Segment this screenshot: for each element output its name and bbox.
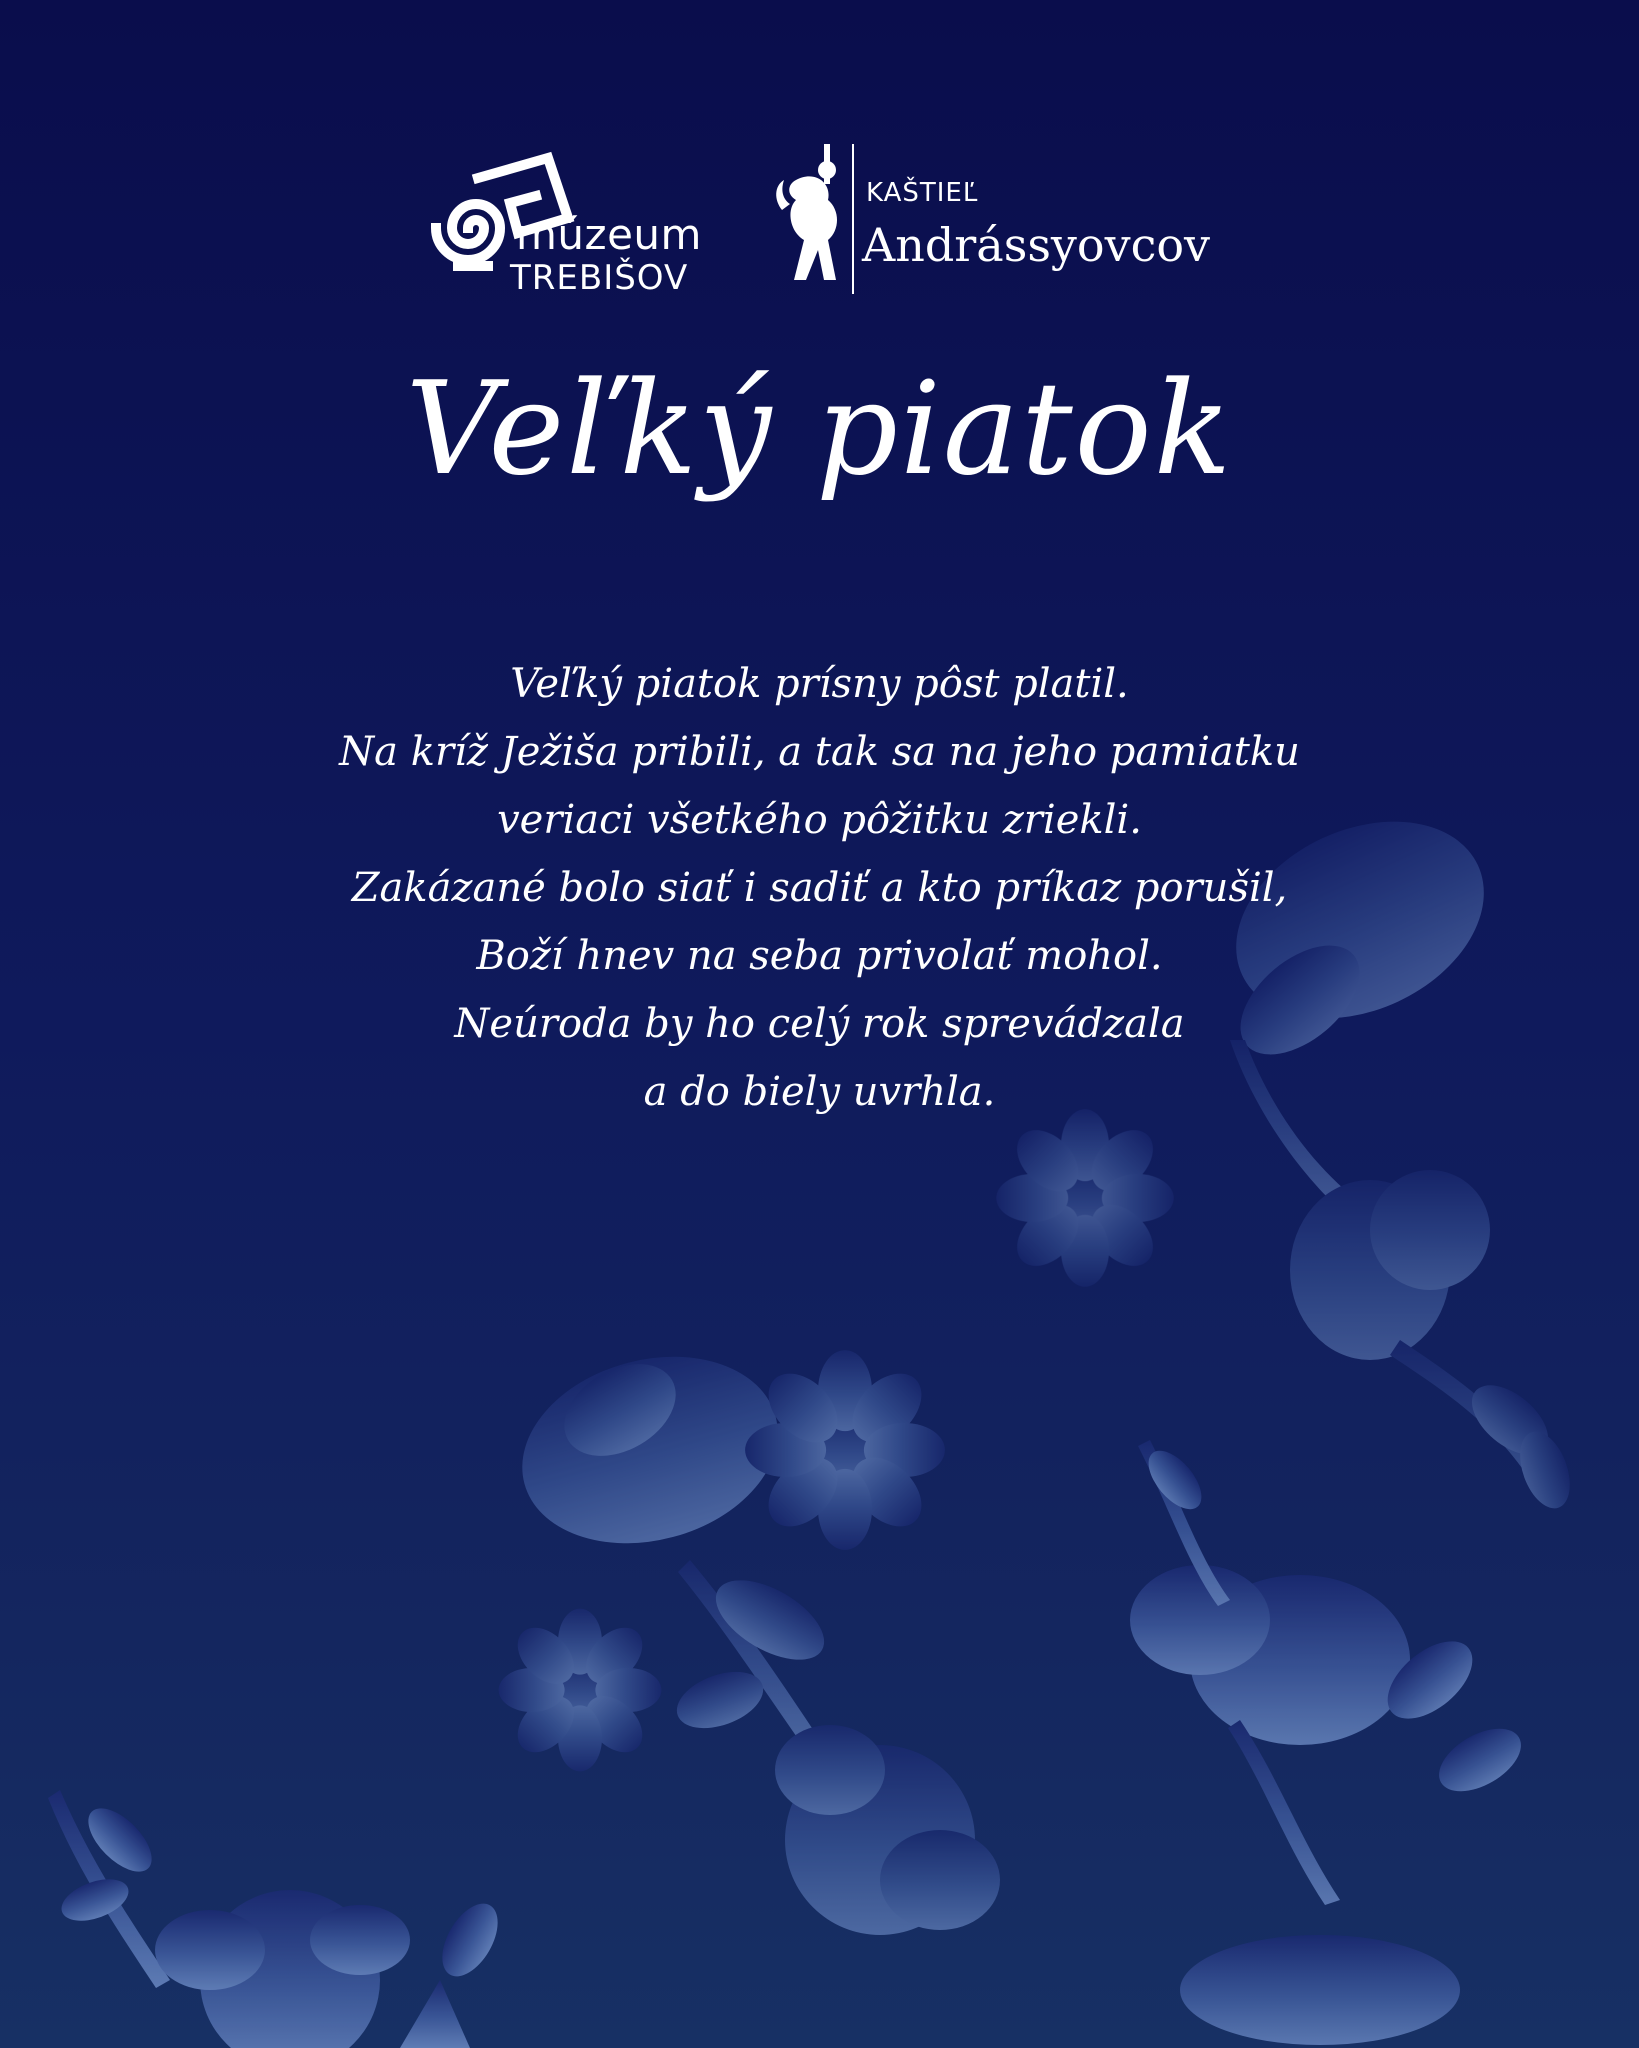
museum-city: TREBIŠOV [510, 258, 689, 298]
poem-line: Boží hnev na seba privolať mohol. [476, 933, 1163, 979]
poem-line: Neúroda by ho celý rok sprevádzala [454, 1001, 1185, 1047]
poem-line: Na kríž Ježiša pribili, a tak sa na jeho pamiatku [339, 729, 1300, 775]
castle-label: KAŠTIEĽ [866, 178, 979, 208]
poem-line: Zakázané bolo siať i sadiť a kto príkaz porušil, [351, 865, 1288, 911]
poem-line: veriaci všetkého pôžitku zriekli. [497, 797, 1142, 843]
castle-name: Andrássyovcov [862, 218, 1211, 272]
logo-divider [852, 144, 854, 294]
logo-bar [0, 140, 1639, 310]
poem-line: Veľký piatok prísny pôst platil. [510, 661, 1129, 707]
poem-text [0, 650, 1639, 1126]
lion-crest-icon [766, 140, 876, 300]
poem-line: a do biely uvrhla. [643, 1069, 996, 1115]
museum-name: múzeum [516, 210, 702, 259]
page-title: Veľký piatok [405, 355, 1234, 504]
